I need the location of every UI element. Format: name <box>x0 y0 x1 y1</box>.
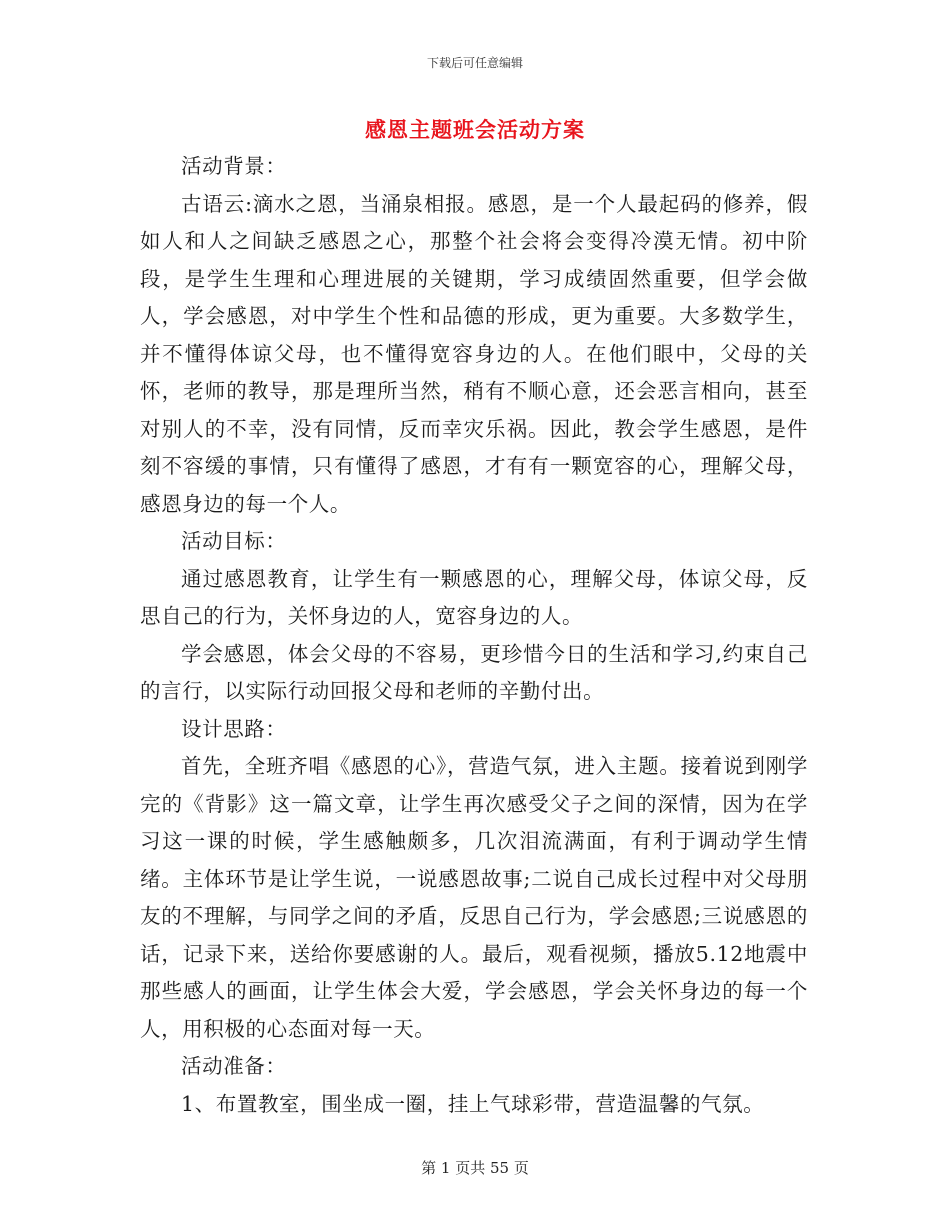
paragraph-design: 首先，全班齐唱《感恩的心》，营造气氛，进入主题。接着说到刚学完的《背影》这一篇文章，让学生再次感受父子之间的深情，因为在学习这一课的时候，学生感触颇多，几次泪流满面，有利于调动学生情绪。主体环节是让学生说，一说感恩故事;二说自己成长过程中对父母朋友的不理解，与同学之间的矛盾，反思自己行为，学会感恩;三说感恩的话，记录下来，送给你要感谢的人。最后，观看视频，播放5.12地震中那些感人的画面，让学生体会大爱，学会感恩，学会关怀身边的每一个人，用积极的心态面对每一天。 <box>140 754 808 1041</box>
heading-goals: 活动目标： <box>181 529 287 553</box>
heading-design: 设计思路： <box>181 716 287 741</box>
header-note: 下载后可任意编辑 <box>426 56 523 70</box>
paragraph-preparation-1: 1、布置教室，围坐成一圈，挂上气球彩带，营造温馨的气氛。 <box>181 1091 765 1116</box>
heading-background: 活动背景： <box>181 154 287 178</box>
heading-preparation: 活动准备： <box>181 1054 287 1078</box>
paragraph-goal-1: 通过感恩教育，让学生有一颗感恩的心，理解父母，体谅父母，反思自己的行为，关怀身边的人，宽容身边的人。 <box>140 566 808 628</box>
document-title: 感恩主题班会活动方案 <box>365 117 585 142</box>
page-number: 第 1 页共 55 页 <box>421 1159 529 1177</box>
document-body <box>140 148 808 1123</box>
paragraph-background: 古语云:滴水之恩，当涌泉相报。感恩，是一个人最起码的修养，假如人和人之间缺乏感恩之心，那整个社会将会变得冷漠无情。初中阶段，是学生生理和心理进展的关键期，学习成绩固然重要，但学会做人，学会感恩，对中学生个性和品德的形成，更为重要。大多数学生，并不懂得体谅父母，也不懂得宽容身边的人。在他们眼中，父母的关怀，老师的教导，那是理所当然，稍有不顺心意，还会恶言相向，甚至对别人的不幸，没有同情，反而幸灾乐祸。因此，教会学生感恩，是件刻不容缓的事情，只有懂得了感恩，才有有一颗宽容的心，理解父母，感恩身边的每一个人。 <box>140 191 808 516</box>
paragraph-goal-2: 学会感恩，体会父母的不容易，更珍惜今日的生活和学习,约束自己的言行，以实际行动回报父母和老师的辛勤付出。 <box>140 641 808 703</box>
